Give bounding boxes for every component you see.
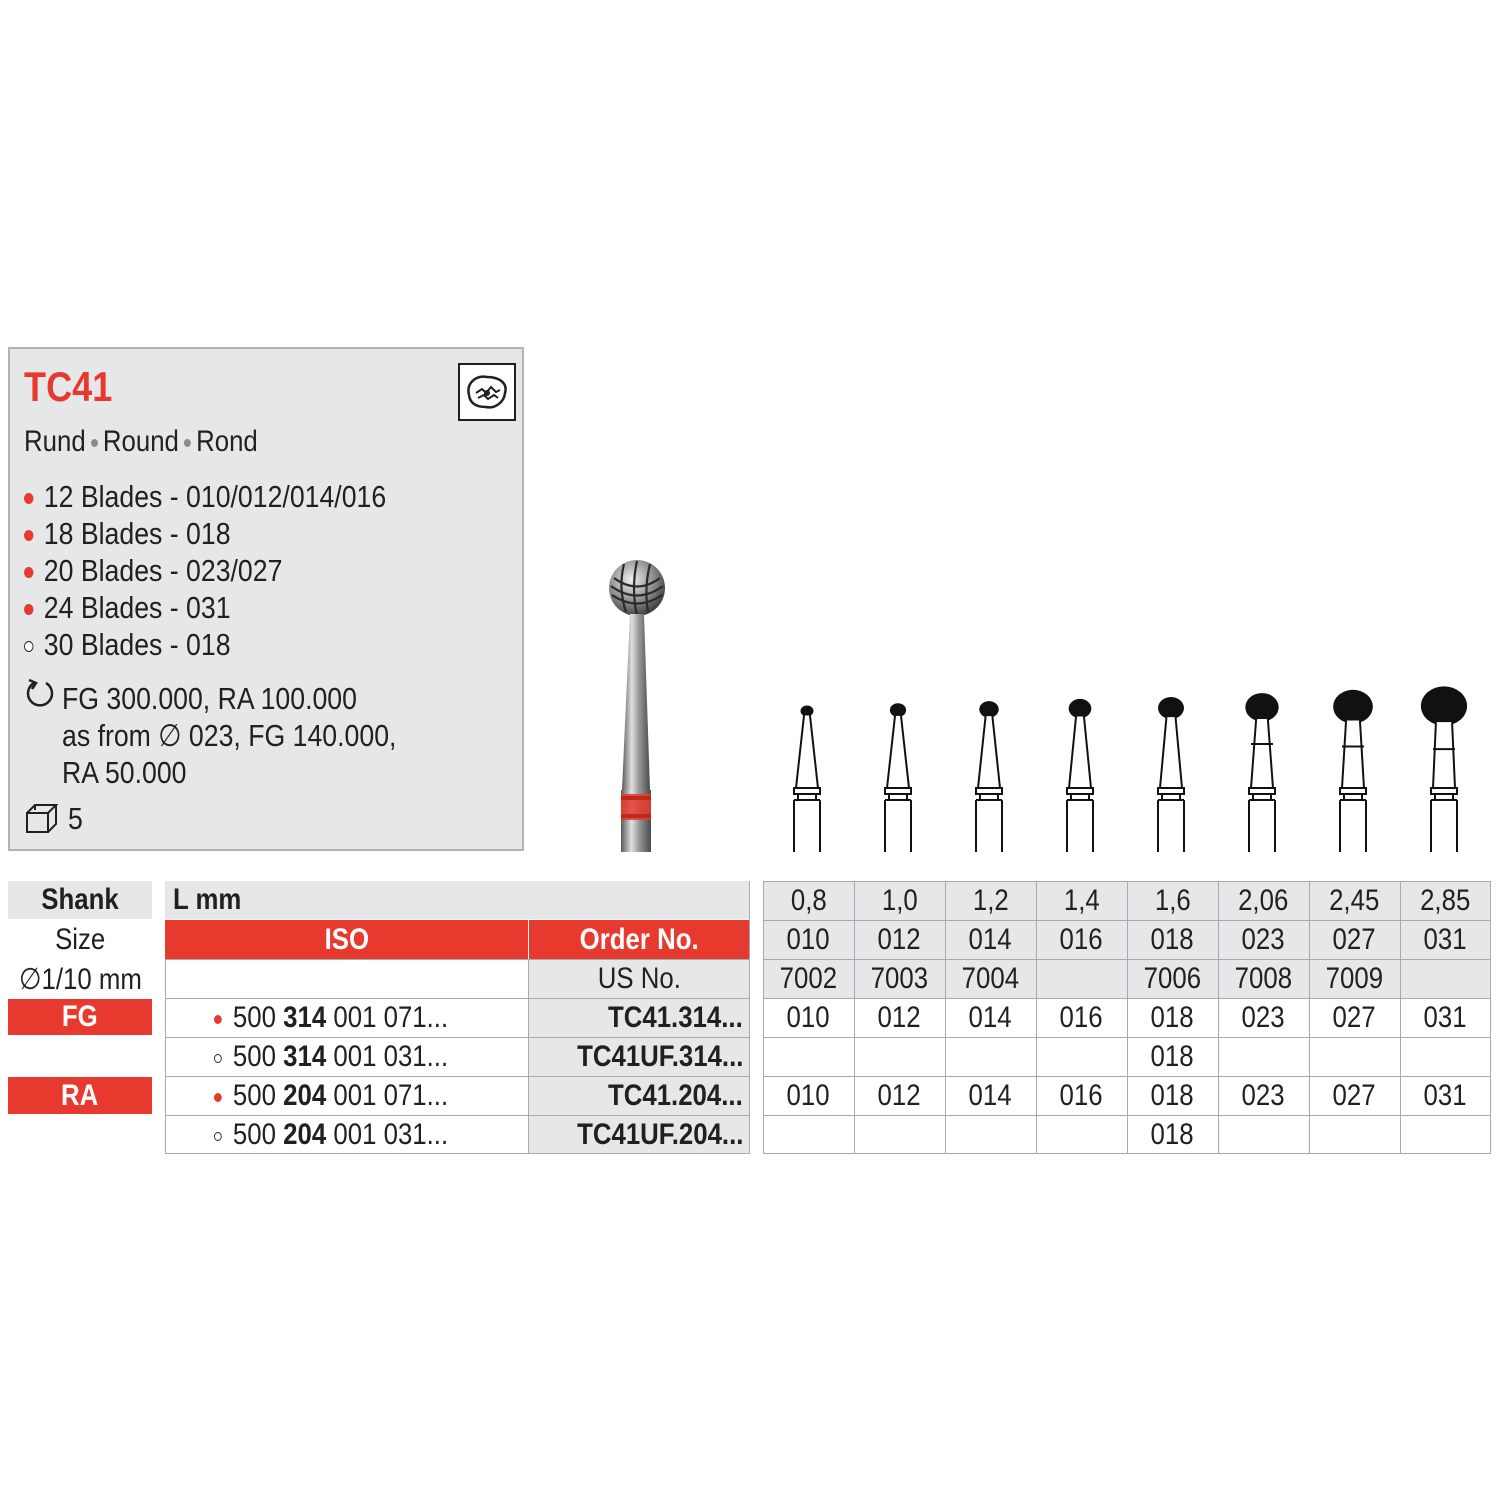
bur-outline: [1421, 686, 1467, 852]
filled-dot-icon: [214, 1093, 222, 1102]
diameter-cell: 2,85: [1420, 884, 1471, 917]
availability-cell: 031: [1423, 1079, 1468, 1112]
filled-dot-icon: [24, 604, 33, 615]
availability-cell: 016: [1059, 1001, 1104, 1034]
us-number-cell: [1400, 959, 1491, 998]
speed-line: RA 50.000: [62, 755, 187, 790]
shape-name-en: Round: [102, 425, 179, 458]
iso-size-cell: 018: [1150, 923, 1195, 956]
iso-size-cell: 016: [1059, 923, 1104, 956]
bur-outline: [1333, 690, 1373, 852]
availability-cell: 012: [877, 1001, 922, 1034]
order-number-cell: TC41UF.204...: [576, 1118, 743, 1151]
diameter-cell: 1,2: [972, 884, 1009, 917]
us-number-cell: 7009: [1325, 962, 1384, 995]
availability-cell: 012: [877, 1079, 922, 1112]
open-dot-icon: [214, 1132, 222, 1141]
availability-cell: [1309, 1115, 1400, 1154]
bur-photo-image: [604, 560, 668, 852]
shape-name-fr: Rond: [196, 425, 258, 458]
availability-cell: 018: [1150, 1001, 1195, 1034]
availability-cell: 023: [1241, 1001, 1286, 1034]
iso-size-cell: 031: [1423, 923, 1468, 956]
separator-dot: [91, 439, 98, 447]
shape-name-de: Rund: [24, 425, 86, 458]
cavity-preparation-icon: [458, 363, 516, 421]
blade-line: 30 Blades - 018: [24, 627, 264, 663]
speed-line: FG 300.000, RA 100.000: [62, 681, 357, 716]
open-dot-icon: [214, 1054, 222, 1063]
size-label: Size: [54, 922, 106, 956]
pack-quantity: 5: [68, 801, 83, 836]
availability-cell: [1218, 1115, 1309, 1154]
bur-size-outlines: [762, 680, 1490, 855]
availability-cell: 027: [1332, 1001, 1377, 1034]
us-number-cell: [1036, 959, 1127, 998]
availability-cell: 018: [1150, 1079, 1195, 1112]
availability-cell: [1036, 1037, 1127, 1076]
availability-cell: [1400, 1115, 1491, 1154]
iso-size-cell: 027: [1332, 923, 1377, 956]
filled-dot-icon: [24, 493, 33, 504]
availability-cell: 014: [968, 1001, 1013, 1034]
diameter-cell: 2,45: [1329, 884, 1380, 917]
availability-cell: [854, 1115, 945, 1154]
diameter-cell: 1,0: [881, 884, 918, 917]
iso-size-cell: 012: [877, 923, 922, 956]
diameter-cell: 1,6: [1154, 884, 1191, 917]
iso-header: ISO: [165, 920, 528, 959]
bur-outline: [1067, 699, 1093, 852]
shank-badge-fg: FG: [8, 999, 152, 1035]
availability-cell: 014: [968, 1079, 1013, 1112]
speed-line: as from ∅ 023, FG 140.000,: [62, 718, 397, 753]
shank-badge-ra: RA: [8, 1077, 152, 1114]
availability-cell: [1400, 1037, 1491, 1076]
product-info-panel: [8, 347, 524, 851]
blade-line: 20 Blades - 023/027: [24, 553, 325, 589]
availability-cell: 018: [1150, 1118, 1195, 1151]
bur-outline: [1245, 693, 1278, 852]
iso-size-cell: 010: [786, 923, 831, 956]
us-number-header: US No.: [529, 960, 749, 998]
bur-outline: [976, 701, 1002, 852]
blade-line: 12 Blades - 010/012/014/016: [24, 479, 445, 515]
package-box-icon: [24, 801, 60, 835]
iso-number-cell: 500 204 001 071...: [166, 1077, 528, 1115]
product-shape-names: [24, 425, 296, 459]
diameter-cell: 1,4: [1063, 884, 1100, 917]
us-number-cell: 7004: [961, 962, 1020, 995]
iso-number-cell: 500 204 001 031...: [166, 1116, 528, 1154]
blade-line: 18 Blades - 018: [24, 516, 264, 552]
availability-cell: 027: [1332, 1079, 1377, 1112]
availability-cell: [763, 1115, 854, 1154]
shank-header: Shank: [8, 881, 152, 919]
iso-number-cell: 500 314 001 071...: [166, 999, 528, 1037]
availability-cell: [1309, 1037, 1400, 1076]
open-dot-icon: [24, 641, 33, 652]
availability-cell: [1036, 1115, 1127, 1154]
availability-cell: 018: [1150, 1040, 1195, 1073]
order-number-cell: TC41UF.314...: [576, 1040, 743, 1073]
filled-dot-icon: [214, 1015, 222, 1024]
order-number-cell: TC41.204...: [608, 1079, 743, 1112]
us-number-cell: 7002: [779, 962, 838, 995]
blade-line: 24 Blades - 031: [24, 590, 264, 626]
bur-outline: [1158, 697, 1184, 852]
availability-cell: 031: [1423, 1001, 1468, 1034]
us-number-cell: 7003: [870, 962, 929, 995]
diameter-cell: 2,06: [1238, 884, 1289, 917]
filled-dot-icon: [24, 567, 33, 578]
length-header: L mm: [165, 881, 749, 919]
availability-cell: 023: [1241, 1079, 1286, 1112]
order-number-header: Order No.: [529, 920, 749, 959]
availability-cell: [945, 1037, 1036, 1076]
diameter-cell: 0,8: [790, 884, 827, 917]
iso-size-cell: 014: [968, 923, 1013, 956]
us-number-cell: 7006: [1143, 962, 1202, 995]
availability-cell: 010: [786, 1079, 831, 1112]
availability-cell: [1218, 1037, 1309, 1076]
availability-cell: 010: [786, 1001, 831, 1034]
bur-outline: [794, 705, 820, 852]
availability-cell: 016: [1059, 1079, 1104, 1112]
iso-size-cell: 023: [1241, 923, 1286, 956]
product-code: TC41: [24, 363, 113, 410]
iso-number-cell: 500 314 001 031...: [166, 1038, 528, 1076]
filled-dot-icon: [24, 530, 33, 541]
availability-cell: [763, 1037, 854, 1076]
rotation-arrow-icon: [24, 677, 58, 711]
availability-cell: [854, 1037, 945, 1076]
order-number-cell: TC41.314...: [608, 1001, 743, 1034]
us-number-cell: 7008: [1234, 962, 1293, 995]
separator-dot: [184, 439, 191, 447]
availability-cell: [945, 1115, 1036, 1154]
bur-outline: [885, 703, 911, 852]
size-unit-label: ∅1/10 mm: [18, 962, 142, 996]
